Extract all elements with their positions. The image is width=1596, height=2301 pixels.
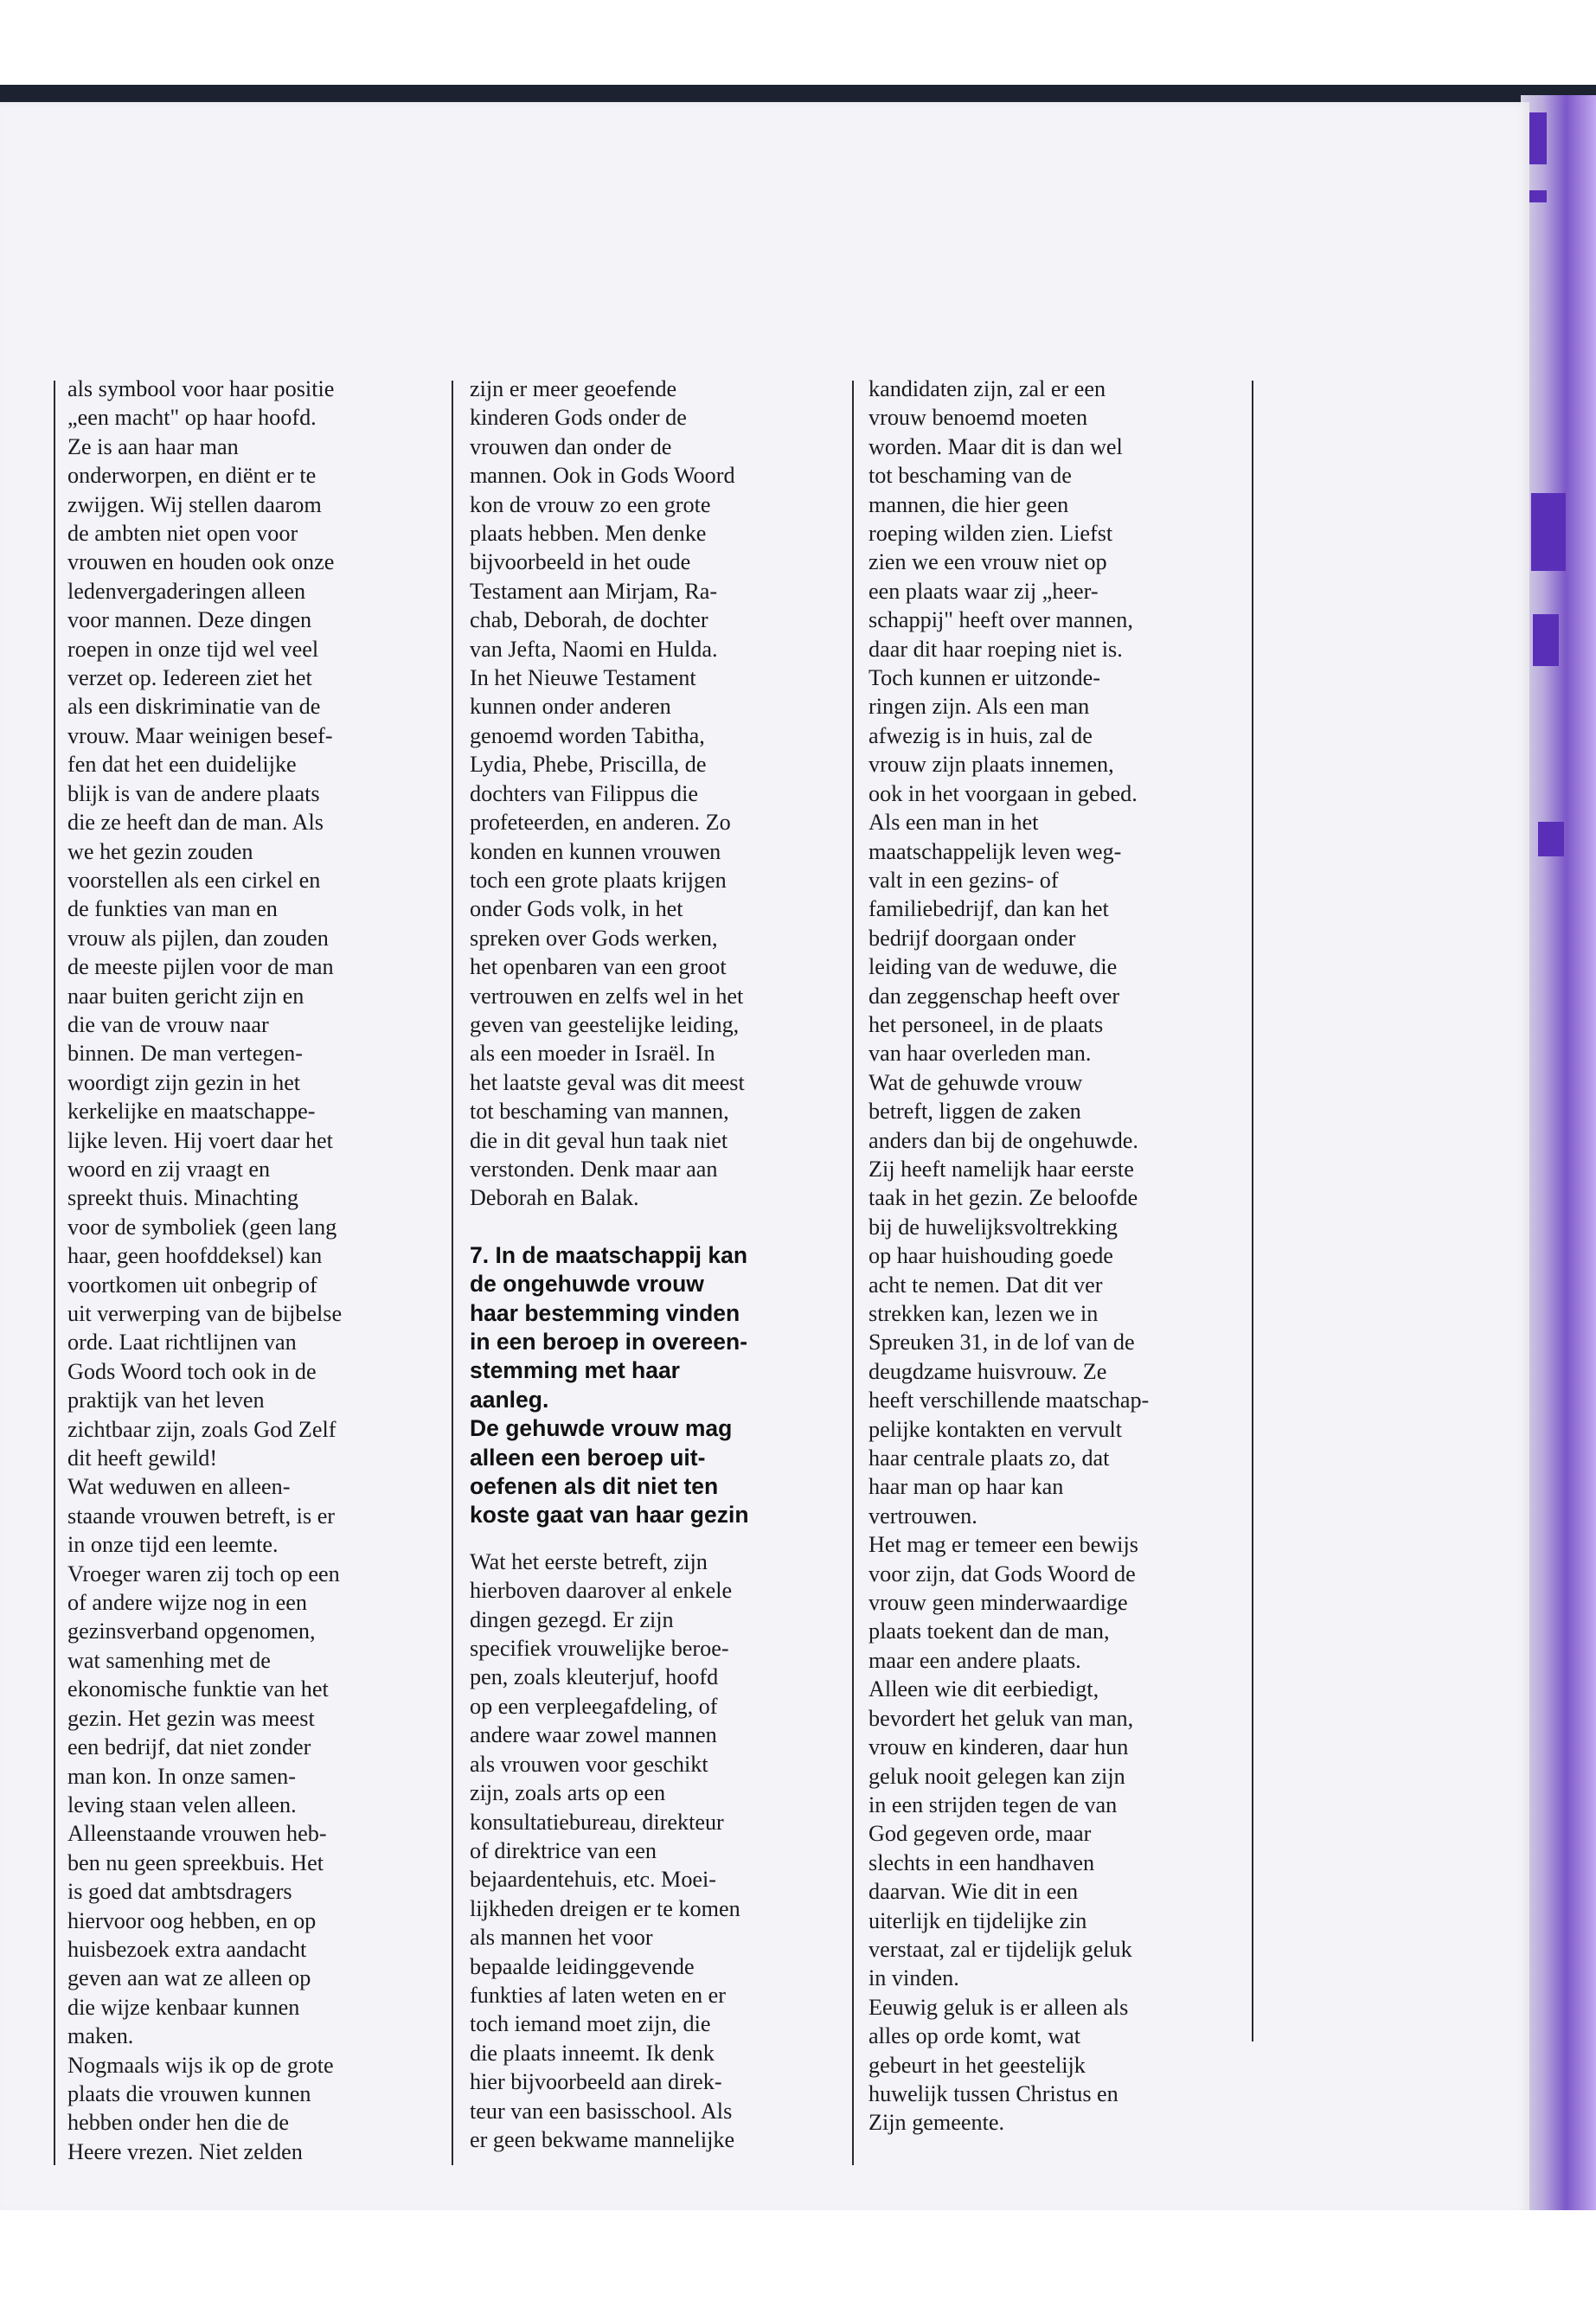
text-line: onder Gods volk, in het (470, 896, 683, 922)
text-line: konsultatiebureau, direkteur (470, 1809, 724, 1835)
book-spine-edge (1521, 95, 1596, 2240)
section-heading-7 (470, 1241, 833, 1530)
text-line: pelijke kontakten en vervult (869, 1416, 1123, 1442)
text-line: uiterlijk en tijdelijke zin (869, 1907, 1087, 1933)
text-line: in een beroep in overeen- (470, 1329, 748, 1355)
text-line: woord en zij vraagt en (67, 1156, 271, 1182)
text-line: dit heeft gewild! (67, 1445, 218, 1471)
text-line: man kon. In onze samen- (67, 1763, 296, 1789)
column-rule (54, 381, 55, 2165)
text-line: huwelijk tussen Christus en (869, 2080, 1118, 2106)
text-line: stemming met haar (470, 1357, 680, 1384)
text-line: Nogmaals wijs ik op de grote (67, 2052, 334, 2078)
text-line: mannen, die hier geen (869, 491, 1069, 517)
text-line: andere waar zowel mannen (470, 1722, 717, 1748)
text-line: bejaardentehuis, etc. Moei- (470, 1867, 717, 1893)
text-line: alleen een beroep uit- (470, 1444, 706, 1471)
text-line: ben nu geen spreekbuis. Het (67, 1849, 324, 1875)
text-line: deugdzame huisvrouw. Ze (869, 1358, 1107, 1384)
column-2-body-top (470, 375, 833, 1213)
text-line: bepaalde leidinggevende (470, 1953, 695, 1979)
text-line: aanleg. (470, 1386, 549, 1413)
text-line: die plaats inneemt. Ik denk (470, 2040, 715, 2066)
text-line: voor mannen. Deze dingen (67, 607, 312, 633)
text-line: afwezig is in huis, zal de (869, 722, 1093, 748)
text-line: dingen gezegd. Er zijn (470, 1606, 674, 1632)
text-line: Testament aan Mirjam, Ra- (470, 578, 718, 604)
text-line: een bedrijf, dat niet zonder (67, 1734, 311, 1760)
text-line: de ongehuwde vrouw (470, 1271, 704, 1298)
text-line: in vinden. (869, 1965, 959, 1991)
text-line: koste gaat van haar gezin (470, 1502, 749, 1529)
text-line: Wat weduwen en alleen- (67, 1474, 291, 1500)
text-line: specifiek vrouwelijke beroe- (470, 1636, 729, 1662)
text-line: gezinsverband opgenomen, (67, 1618, 316, 1644)
text-line: kinderen Gods onder de (470, 405, 687, 431)
text-line: bedrijf doorgaan onder (869, 925, 1076, 951)
text-line: vrouwen en houden ook onze (67, 549, 335, 575)
text-line: roepen in onze tijd wel veel (67, 636, 319, 662)
text-line: oefenen als dit niet ten (470, 1473, 719, 1500)
text-line: ook in het voorgaan in gebed. (869, 780, 1138, 806)
text-line: onderworpen, en diënt er te (67, 463, 317, 489)
text-line: orde. Laat richtlijnen van (67, 1330, 297, 1356)
column-rule (1252, 381, 1253, 2041)
text-line: 7. In de maatschappij kan (470, 1241, 748, 1268)
text-line: worden. Maar dit is dan wel (869, 433, 1123, 459)
text-line: Alleen wie dit eerbiedigt, (869, 1676, 1099, 1702)
text-line: bijvoorbeeld in het oude (470, 549, 691, 575)
text-line: geven aan wat ze alleen op (67, 1965, 311, 1991)
text-line: naar buiten gericht zijn en (67, 983, 304, 1009)
text-line: gebeurt in het geestelijk (869, 2052, 1086, 2078)
text-line: roeping wilden zien. Liefst (869, 521, 1113, 547)
text-line: Zijn gemeente. (869, 2110, 1005, 2136)
text-line: kerkelijke en maatschappe- (67, 1099, 316, 1125)
text-line: die in dit geval hun taak niet (470, 1127, 728, 1153)
text-line: mannen. Ook in Gods Woord (470, 463, 735, 489)
text-line: het laatste geval was dit meest (470, 1069, 745, 1095)
text-line: voortkomen uit onbegrip of (67, 1272, 317, 1298)
text-line: Ze is aan haar man (67, 433, 239, 459)
text-line: haar, geen hoofddeksel) kan (67, 1243, 323, 1269)
text-line: toch een grote plaats krijgen (470, 867, 727, 893)
text-line: In het Nieuwe Testament (470, 665, 696, 691)
text-line: De gehuwde vrouw mag (470, 1415, 733, 1442)
text-line: als mannen het voor (470, 1925, 653, 1951)
document-page (0, 102, 1529, 2213)
text-line: leiding van de weduwe, die (869, 954, 1118, 980)
text-line: vrouwen dan onder de (470, 433, 672, 459)
text-line: van haar overleden man. (869, 1041, 1092, 1067)
text-line: die van de vrouw naar (67, 1011, 269, 1037)
text-line: geluk nooit gelegen kan zijn (869, 1763, 1125, 1789)
text-column-1 (67, 375, 431, 2166)
text-line: valt in een gezins- of (869, 867, 1059, 893)
text-line: ringen zijn. Als een man (869, 694, 1090, 720)
text-line: Wat de gehuwde vrouw (869, 1069, 1083, 1095)
text-line: Zij heeft namelijk haar eerste (869, 1156, 1134, 1182)
text-line: kon de vrouw zo een grote (470, 491, 711, 517)
column-rule (852, 381, 854, 2165)
text-line: profeteerden, en anderen. Zo (470, 810, 731, 836)
text-line: op een verpleegafdeling, of (470, 1693, 718, 1719)
text-line: spreekt thuis. Minachting (67, 1185, 298, 1211)
text-line: haar bestemming vinden (470, 1299, 740, 1326)
text-line: hiervoor oog hebben, en op (67, 1907, 317, 1933)
text-line: vertrouwen en zelfs wel in het (470, 983, 744, 1009)
text-line: slechts in een handhaven (869, 1849, 1095, 1875)
text-line: maken. (67, 2023, 134, 2049)
text-line: geven van geestelijke leiding, (470, 1011, 740, 1037)
text-line: verstonden. Denk maar aan (470, 1156, 718, 1182)
text-line: familiebedrijf, dan kan het (869, 896, 1109, 922)
text-line: voorstellen als een cirkel en (67, 867, 321, 893)
text-line: binnen. De man vertegen- (67, 1041, 303, 1067)
text-line: hierboven daarover al enkele (470, 1578, 733, 1604)
text-line: vertrouwen. (869, 1503, 977, 1529)
text-line: betreft, liggen de zaken (869, 1099, 1081, 1125)
text-line: vrouw geen minderwaardige (869, 1590, 1128, 1616)
text-line: de meeste pijlen voor de man (67, 954, 334, 980)
text-line: in onze tijd een leemte. (67, 1532, 279, 1558)
text-line: zijn, zoals arts op een (470, 1780, 666, 1806)
text-line: ledenvergaderingen alleen (67, 578, 306, 604)
text-line: acht te nemen. Dat dit ver (869, 1272, 1103, 1298)
text-line: teur van een basisschool. Als (470, 2098, 733, 2124)
text-line: heeft verschillende maatschap- (869, 1388, 1150, 1413)
column-2-body-bottom (470, 1548, 833, 2155)
text-line: anders dan bij de ongehuwde. (869, 1127, 1138, 1153)
text-line: tot beschaming van mannen, (470, 1099, 729, 1125)
text-line: hier bijvoorbeeld aan direk- (470, 2069, 722, 2095)
text-line: woordigt zijn gezin in het (67, 1069, 301, 1095)
text-line: dan zeggenschap heeft over (869, 983, 1120, 1009)
text-line: praktijk van het leven (67, 1388, 265, 1413)
text-line: Het mag er temeer een bewijs (869, 1532, 1138, 1558)
text-line: plaats toekent dan de man, (869, 1618, 1110, 1644)
text-line: spreken over Gods werken, (470, 925, 718, 951)
text-line: als vrouwen voor geschikt (470, 1751, 708, 1777)
text-line: voor de symboliek (geen lang (67, 1214, 337, 1240)
text-line: strekken kan, lezen we in (869, 1301, 1099, 1326)
scan-top-margin (0, 0, 1596, 87)
text-line: van Jefta, Naomi en Hulda. (470, 636, 718, 662)
text-line: gezin. Het gezin was meest (67, 1705, 315, 1731)
text-column-2 (470, 375, 833, 2154)
text-line: pen, zoals kleuterjuf, hoofd (470, 1664, 719, 1690)
text-line: plaats hebben. Men denke (470, 521, 707, 547)
text-line: Deborah en Balak. (470, 1185, 639, 1211)
text-line: huisbezoek extra aandacht (67, 1936, 307, 1962)
text-line: genoemd worden Tabitha, (470, 722, 705, 748)
text-line: zijn er meer geoefende (470, 376, 677, 401)
text-line: konden en kunnen vrouwen (470, 838, 721, 864)
text-line: Vroeger waren zij toch op een (67, 1561, 340, 1586)
text-line: als een moeder in Israël. In (470, 1041, 715, 1067)
text-line: zwijgen. Wij stellen daarom (67, 491, 322, 517)
text-line: kandidaten zijn, zal er een (869, 376, 1106, 401)
text-line: dochters van Filippus die (470, 780, 699, 806)
text-line: alles op orde komt, wat (869, 2023, 1081, 2049)
text-line: we het gezin zouden (67, 838, 253, 864)
text-line: het openbaren van een groot (470, 954, 727, 980)
text-line: taak in het gezin. Ze beloofde (869, 1185, 1138, 1211)
text-line: zien we een vrouw niet op (869, 549, 1107, 575)
text-line: zichtbaar zijn, zoals God Zelf (67, 1416, 337, 1442)
text-line: die ze heeft dan de man. Als (67, 810, 324, 836)
text-line: Alleenstaande vrouwen heb- (67, 1821, 327, 1847)
text-line: plaats die vrouwen kunnen (67, 2080, 311, 2106)
text-line: schappij" heeft over mannen, (869, 607, 1133, 633)
text-line: verzet op. Iedereen ziet het (67, 665, 312, 691)
text-line: voor zijn, dat Gods Woord de (869, 1561, 1136, 1586)
text-line: funkties af laten weten en er (470, 1982, 726, 2008)
text-line: kunnen onder anderen (470, 694, 671, 720)
text-line: is goed dat ambtsdragers (67, 1879, 292, 1905)
text-line: op haar huishouding goede (869, 1243, 1113, 1269)
text-line: vrouw zijn plaats innemen, (869, 752, 1114, 778)
text-line: Als een man in het (869, 810, 1039, 836)
text-line: vrouw en kinderen, daar hun (869, 1734, 1129, 1760)
text-line: de funkties van man en (67, 896, 278, 922)
text-line: Lydia, Phebe, Priscilla, de (470, 752, 707, 778)
text-line: er geen bekwame mannelijke (470, 2126, 735, 2152)
scan-bottom-margin (0, 2210, 1596, 2301)
text-column-3 (869, 375, 1232, 2138)
text-line: leving staan velen alleen. (67, 1791, 297, 1817)
text-line: in een strijden tegen de van (869, 1791, 1118, 1817)
text-line: „een macht" op haar hoofd. (67, 405, 317, 431)
text-line: die wijze kenbaar kunnen (67, 1994, 300, 2020)
text-line: de ambten niet open voor (67, 521, 298, 547)
text-line: Wat het eerste betreft, zijn (470, 1548, 708, 1574)
text-line: God gegeven orde, maar (869, 1821, 1092, 1847)
text-line: bevordert het geluk van man, (869, 1705, 1134, 1731)
text-line: een plaats waar zij „heer- (869, 578, 1099, 604)
text-line: als een diskriminatie van de (67, 694, 321, 720)
text-line: vrouw. Maar weinigen besef- (67, 722, 333, 748)
text-line: chab, Deborah, de dochter (470, 607, 708, 633)
text-line: bij de huwelijksvoltrekking (869, 1214, 1118, 1240)
text-line: of direktrice van een (470, 1837, 657, 1863)
text-line: Heere vrezen. Niet zelden (67, 2138, 303, 2164)
text-line: Eeuwig geluk is er alleen als (869, 1994, 1129, 2020)
text-line: vrouw benoemd moeten (869, 405, 1088, 431)
text-line: maar een andere plaats. (869, 1647, 1081, 1673)
text-line: daar dit haar roeping niet is. (869, 636, 1123, 662)
text-line: daarvan. Wie dit in een (869, 1879, 1079, 1905)
text-line: lijke leven. Hij voert daar het (67, 1127, 333, 1153)
text-line: lijkheden dreigen er te komen (470, 1895, 740, 1921)
text-line: toch iemand moet zijn, die (470, 2011, 711, 2037)
text-line: Toch kunnen er uitzonde- (869, 665, 1100, 691)
column-rule (452, 381, 453, 2165)
text-line: wat samenhing met de (67, 1647, 271, 1673)
text-line: als symbool voor haar positie (67, 376, 335, 401)
text-line: staande vrouwen betreft, is er (67, 1503, 336, 1529)
text-line: blijk is van de andere plaats (67, 780, 320, 806)
text-line: of andere wijze nog in een (67, 1590, 308, 1616)
text-line: haar centrale plaats zo, dat (869, 1445, 1110, 1471)
text-line: tot beschaming van de (869, 463, 1072, 489)
text-line: haar man op haar kan (869, 1474, 1064, 1500)
text-line: vrouw als pijlen, dan zouden (67, 925, 329, 951)
text-line: Gods Woord toch ook in de (67, 1358, 317, 1384)
text-line: fen dat het een duidelijke (67, 752, 297, 778)
text-line: ekonomische funktie van het (67, 1676, 329, 1702)
text-line: Spreuken 31, in de lof van de (869, 1330, 1135, 1356)
text-line: verstaat, zal er tijdelijk geluk (869, 1936, 1132, 1962)
text-line: maatschappelijk leven weg- (869, 838, 1122, 864)
text-line: uit verwerping van de bijbelse (67, 1301, 343, 1326)
text-line: het personeel, in de plaats (869, 1011, 1104, 1037)
text-line: hebben onder hen die de (67, 2110, 289, 2136)
